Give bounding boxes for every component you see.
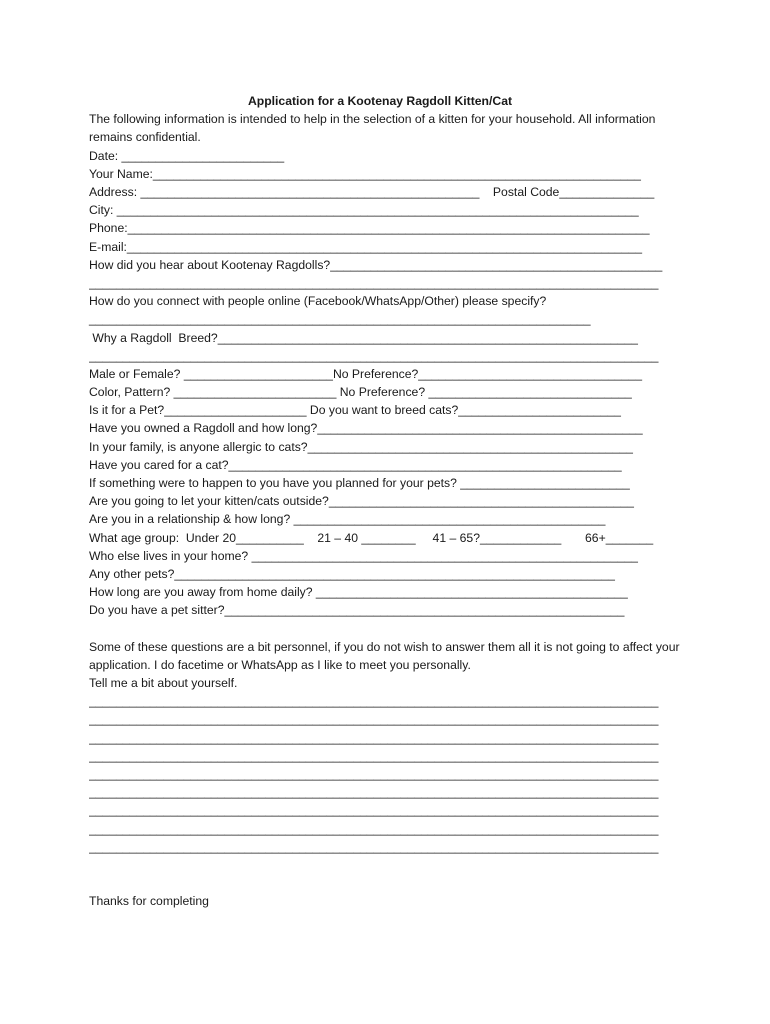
answer-line: ____________________________________________________________________________________ bbox=[89, 730, 659, 745]
pet-plan-question: If something were to happen to you have you planned for your pets? _________________________ bbox=[89, 476, 630, 491]
answer-line: ____________________________________________________________________________________ bbox=[89, 694, 659, 709]
outside-question: Are you going to let your kitten/cats outside?_____________________________________________ bbox=[89, 494, 634, 509]
date-field: Date: ________________________ bbox=[89, 148, 285, 163]
allergy-question: In your family, is anyone allergic to cats?________________________________________________ bbox=[89, 439, 633, 454]
answer-line: ____________________________________________________________________________________ bbox=[89, 712, 659, 727]
address-field: Address: __________________________________________________ Postal Code______________ bbox=[89, 184, 655, 199]
household-question: Who else lives in your home? _________________________________________________________ bbox=[89, 548, 638, 563]
closing-paragraph: Some of these questions are a bit personnel, if you do not wish to answer them all it is not going to affect your application. I do facetime or WhatsApp as I like to meet you personally. bbox=[89, 639, 680, 672]
relationship-question: Are you in a relationship & how long? ______________________________________________ bbox=[89, 512, 606, 527]
thanks-text: Thanks for completing bbox=[89, 894, 209, 909]
city-field: City: _____________________________________________________________________________ bbox=[89, 203, 639, 218]
name-field: Your Name:________________________________________________________________________ bbox=[89, 166, 641, 181]
about-yourself-prompt: Tell me a bit about yourself. bbox=[89, 676, 238, 691]
other-pets-question: Any other pets?_________________________________________________________________ bbox=[89, 566, 615, 581]
pet-sitter-question: Do you have a pet sitter?___________________________________________________________ bbox=[89, 603, 625, 618]
age-group-question: What age group: Under 20__________ 21 – 40 ________ 41 – 65?____________ 66+_______ bbox=[89, 530, 654, 545]
answer-line: ____________________________________________________________________________________ bbox=[89, 748, 659, 763]
answer-line: ____________________________________________________________________________________ bbox=[89, 767, 659, 782]
gender-question: Male or Female? ______________________No Preference?_________________________________ bbox=[89, 366, 642, 381]
referral-continuation-line: ____________________________________________________________________________________ bbox=[89, 275, 659, 290]
away-from-home-question: How long are you away from home daily? ______________________________________________ bbox=[89, 585, 628, 600]
color-pattern-question: Color, Pattern? ________________________ No Preference? ______________________________ bbox=[89, 385, 632, 400]
why-ragdoll-continuation-line: ____________________________________________________________________________________ bbox=[89, 348, 659, 363]
referral-field: How did you hear about Kootenay Ragdolls?_________________________________________________ bbox=[89, 257, 663, 272]
form-title: Application for a Kootenay Ragdoll Kitten/Cat bbox=[247, 94, 513, 108]
why-ragdoll-field: Why a Ragdoll Breed?______________________________________________________________ bbox=[89, 330, 638, 345]
application-form bbox=[89, 92, 681, 911]
intro-text: The following information is intended to help in the selection of a kitten for your household. All information remains confidential. bbox=[89, 112, 656, 145]
online-connect-question: How do you connect with people online (Facebook/WhatsApp/Other) please specify?__________________________________________________________________________ bbox=[89, 294, 591, 327]
pet-or-breed-question: Is it for a Pet?_____________________ Do you want to breed cats?________________________ bbox=[89, 403, 621, 418]
answer-line: ____________________________________________________________________________________ bbox=[89, 821, 659, 836]
owned-ragdoll-question: Have you owned a Ragdoll and how long?________________________________________________ bbox=[89, 421, 643, 436]
email-field: E-mail:____________________________________________________________________________ bbox=[89, 239, 643, 254]
phone-field: Phone:_____________________________________________________________________________ bbox=[89, 221, 650, 236]
answer-line: ____________________________________________________________________________________ bbox=[89, 803, 659, 818]
cared-for-cat-question: Have you cared for a cat?__________________________________________________________ bbox=[89, 457, 622, 472]
answer-line: ____________________________________________________________________________________ bbox=[89, 839, 659, 854]
answer-line: ____________________________________________________________________________________ bbox=[89, 785, 659, 800]
